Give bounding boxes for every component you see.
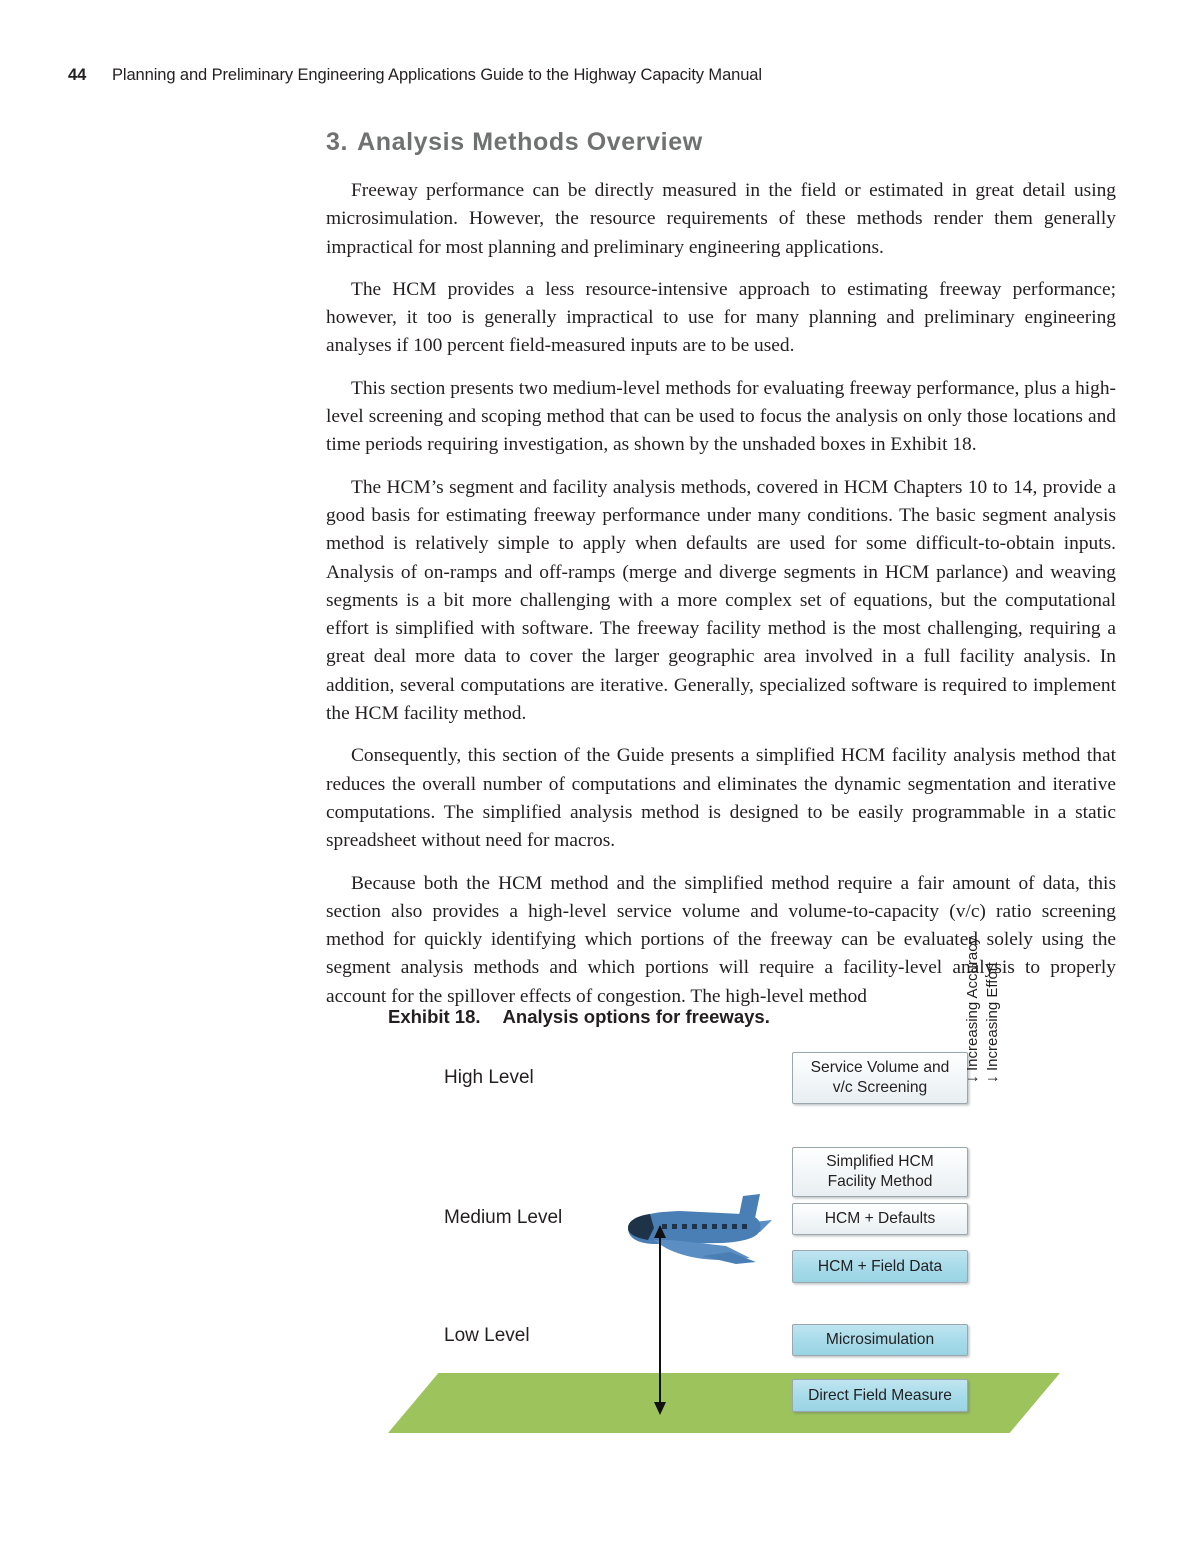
- airplane-icon: [610, 1190, 780, 1275]
- down-arrow-icon: ↓: [984, 1075, 1001, 1083]
- method-box-line1: Service Volume and: [810, 1059, 950, 1076]
- level-label-high: High Level: [444, 1067, 534, 1088]
- method-box-service-volume[interactable]: [792, 1052, 968, 1104]
- method-box-hcm-defaults[interactable]: [792, 1203, 968, 1235]
- method-box-line1: Simplified HCM: [826, 1153, 934, 1170]
- axis-label-increasing-accuracy: [964, 937, 982, 1083]
- method-box-direct-field-measure[interactable]: [792, 1379, 968, 1412]
- page-running-header: [68, 66, 762, 85]
- section-title: Analysis Methods Overview: [357, 128, 703, 156]
- level-label-low: Low Level: [444, 1325, 530, 1346]
- section-number: 3.: [326, 128, 349, 156]
- axis-label-increasing-effort: [984, 962, 1002, 1083]
- method-box-line2: v/c Screening: [832, 1079, 928, 1096]
- axis-label-group: [964, 936, 1042, 1265]
- exhibit-caption: [388, 1006, 770, 1028]
- axis-label-text: Increasing Effort: [984, 962, 1001, 1071]
- exhibit-label: Exhibit 18.: [388, 1006, 481, 1027]
- running-header-title: Planning and Preliminary Engineering Applications Guide to the Highway Capacity Manual: [112, 66, 762, 84]
- method-box-line1: Direct Field Measure: [808, 1386, 952, 1404]
- main-content-column: [326, 128, 1116, 1011]
- paragraph-3: This section presents two medium-level methods for evaluating freeway performance, plus a high-level screening and scoping method that can be used to focus the analysis on only those locations and time periods requiring investigation, as shown by the unshaded boxes in Exhibit 18.: [326, 377, 1116, 456]
- method-box-line2: Facility Method: [827, 1173, 933, 1190]
- page-number: 44: [68, 66, 87, 84]
- method-box-simplified-hcm[interactable]: [792, 1147, 968, 1197]
- down-arrow-icon: ↓: [964, 1075, 981, 1083]
- method-box-line1: HCM + Field Data: [817, 1257, 943, 1275]
- axis-label-text: Increasing Accuracy: [964, 936, 981, 1071]
- exhibit-title: Analysis options for freeways.: [502, 1006, 770, 1027]
- paragraph-5: Consequently, this section of the Guide presents a simplified HCM facility analysis method that reduces the overall number of computations and eliminates the dynamic segmentation and iterative computations. The simplified analysis method is designed to be easily programmable in a static spreadsheet without need for macros.: [326, 745, 1116, 852]
- paragraph-4: The HCM’s segment and facility analysis methods, covered in HCM Chapters 10 to 14, provide a good basis for estimating freeway performance under many conditions. The basic segment analysis method is relatively simple to apply when defaults are used for some difficult-to-obtain inputs. Analysis of on-ramps and off-ramps (merge and diverge segments in HCM parlance) and weaving segments is a bit more challenging with a more complex set of equations, but the computational effort is simplified with software. The freeway facility method is the most challenging, requiring a great deal more data to cover the larger geographic area involved in a full facility analysis. In addition, several computations are iterative. Generally, specialized software is required to implement the HCM facility method.: [326, 476, 1116, 725]
- method-box-hcm-field-data[interactable]: [792, 1250, 968, 1283]
- paragraph-2: The HCM provides a less resource-intensive approach to estimating freeway performance; however, it too is generally impractical to use for many planning and preliminary engineering analyses if 100 percent field-measured inputs are to be used.: [326, 278, 1116, 357]
- section-heading: [326, 128, 1116, 157]
- method-box-microsimulation[interactable]: [792, 1324, 968, 1356]
- paragraph-6: Because both the HCM method and the simplified method require a fair amount of data, this section also provides a high-level service volume and volume-to-capacity (v/c) ratio screening method for quickly identifying which portions of the freeway can be evaluated solely using the segment analysis methods and which portions will require a facility-level analysis to properly account for the spillover effects of congestion. The high-level method: [326, 872, 1116, 1007]
- paragraph-1: Freeway performance can be directly measured in the field or estimated in great detail using microsimulation. However, the resource requirements of these methods render them generally impractical for most planning and preliminary engineering applications.: [326, 180, 1116, 258]
- level-label-medium: Medium Level: [444, 1207, 563, 1228]
- method-box-line1: HCM + Defaults: [824, 1210, 936, 1227]
- altitude-double-arrow: [650, 1225, 670, 1420]
- method-box-line1: Microsimulation: [825, 1331, 935, 1348]
